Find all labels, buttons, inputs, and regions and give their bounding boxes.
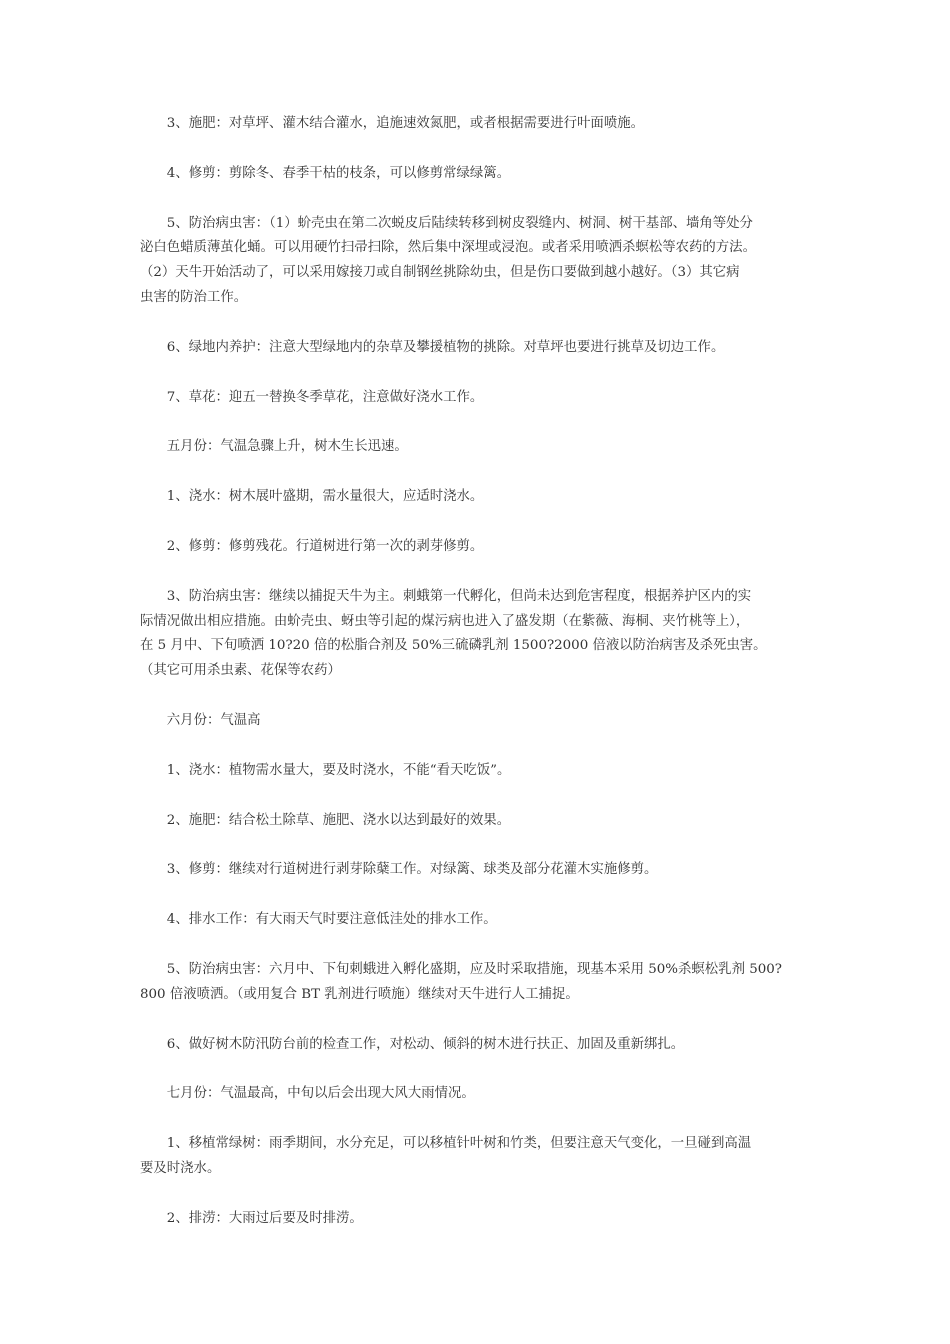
paragraph bbox=[140, 112, 830, 137]
paragraph-line: 七月份：气温最高，中旬以后会出现大风大雨情况。 bbox=[166, 1086, 475, 1102]
paragraph bbox=[140, 709, 830, 734]
paragraph bbox=[140, 1033, 830, 1058]
paragraph bbox=[140, 958, 830, 1008]
paragraph bbox=[140, 858, 830, 883]
paragraph-line: 泌白色蜡质薄茧化蛹。可以用硬竹扫帚扫除，然后集中深埋或浸泡。或者采用喷洒杀螟松等农药的方法。 bbox=[140, 240, 756, 256]
paragraph-line: 3、修剪：继续对行道树进行剥芽除蘖工作。对绿篱、球类及部分花灌木实施修剪。 bbox=[166, 862, 658, 878]
paragraph-line: 六月份：气温高 bbox=[166, 712, 261, 728]
paragraph-line: 在 5 月中、下旬喷洒 10?20 倍的松脂合剂及 50%三硫磷乳剂 1500?2000 倍液以防治病害及杀死虫害。 bbox=[140, 638, 767, 654]
paragraph-line: 6、做好树木防汛防台前的检查工作，对松动、倾斜的树木进行扶正、加固及重新绑扎。 bbox=[166, 1036, 685, 1052]
paragraph bbox=[140, 1207, 830, 1232]
paragraph-line: 要及时浇水。 bbox=[140, 1160, 221, 1176]
paragraph bbox=[140, 759, 830, 784]
paragraph-line: 3、防治病虫害：继续以捕捉天牛为主。刺蛾第一代孵化，但尚未达到危害程度，根据养护区内的实 bbox=[166, 588, 752, 604]
paragraph bbox=[140, 585, 830, 684]
paragraph bbox=[140, 485, 830, 510]
paragraph bbox=[140, 809, 830, 834]
paragraph-line: 6、绿地内养护：注意大型绿地内的杂草及攀援植物的挑除。对草坪也要进行挑草及切边工作。 bbox=[166, 339, 725, 355]
paragraph bbox=[140, 435, 830, 460]
paragraph-line: 800 倍液喷洒。（或用复合 BT 乳剂进行喷施）继续对天牛进行人工捕捉。 bbox=[140, 986, 579, 1002]
paragraph-line: 1、移植常绿树：雨季期间，水分充足，可以移植针叶树和竹类，但要注意天气变化，一旦碰到高温 bbox=[166, 1136, 752, 1152]
paragraph bbox=[140, 336, 830, 361]
paragraph-line: 7、草花：迎五一替换冬季草花，注意做好浇水工作。 bbox=[166, 389, 484, 405]
paragraph-line: 虫害的防治工作。 bbox=[140, 289, 248, 305]
paragraph-line: 五月份：气温急骤上升，树木生长迅速。 bbox=[166, 439, 408, 455]
paragraph bbox=[140, 1132, 830, 1182]
paragraph-line: 3、施肥：对草坪、灌木结合灌水，追施速效氮肥，或者根据需要进行叶面喷施。 bbox=[166, 116, 644, 131]
paragraph-line: （2）天牛开始活动了，可以采用嫁接刀或自制钢丝挑除幼虫，但是伤口要做到越小越好。（3）其它病 bbox=[140, 265, 740, 281]
paragraph bbox=[140, 212, 830, 311]
paragraph bbox=[140, 1082, 830, 1107]
paragraph-line: 2、施肥：结合松土除草、施肥、浇水以达到最好的效果。 bbox=[166, 812, 511, 828]
paragraph bbox=[140, 535, 830, 560]
paragraph-line: 1、浇水：植物需水量大，要及时浇水，不能“看天吃饭”。 bbox=[166, 762, 511, 778]
paragraph-line: 5、防治病虫害：六月中、下旬刺蛾进入孵化盛期，应及时采取措施，现基本采用 50%杀螟松乳剂 500? bbox=[166, 961, 782, 977]
paragraph-line: 5、防治病虫害：（1）蚧壳虫在第二次蜕皮后陆续转移到树皮裂缝内、树洞、树干基部、墙角等处分 bbox=[166, 215, 753, 231]
document-body bbox=[140, 112, 830, 1257]
paragraph-line: 4、修剪：剪除冬、春季干枯的枝条，可以修剪常绿绿篱。 bbox=[166, 165, 511, 181]
paragraph-line: 际情况做出相应措施。由蚧壳虫、蚜虫等引起的煤污病也进入了盛发期（在紫薇、海桐、夹竹桃等上）， bbox=[140, 613, 750, 629]
paragraph-line: （其它可用杀虫素、花保等农药） bbox=[140, 663, 341, 679]
paragraph bbox=[140, 908, 830, 933]
paragraph-line: 2、排涝：大雨过后要及时排涝。 bbox=[166, 1210, 363, 1226]
paragraph-line: 1、浇水：树木展叶盛期，需水量很大，应适时浇水。 bbox=[166, 489, 484, 505]
paragraph-line: 4、排水工作：有大雨天气时要注意低洼处的排水工作。 bbox=[166, 912, 497, 928]
paragraph bbox=[140, 386, 830, 411]
paragraph bbox=[140, 162, 830, 187]
paragraph-line: 2、修剪：修剪残花。行道树进行第一次的剥芽修剪。 bbox=[166, 538, 484, 554]
